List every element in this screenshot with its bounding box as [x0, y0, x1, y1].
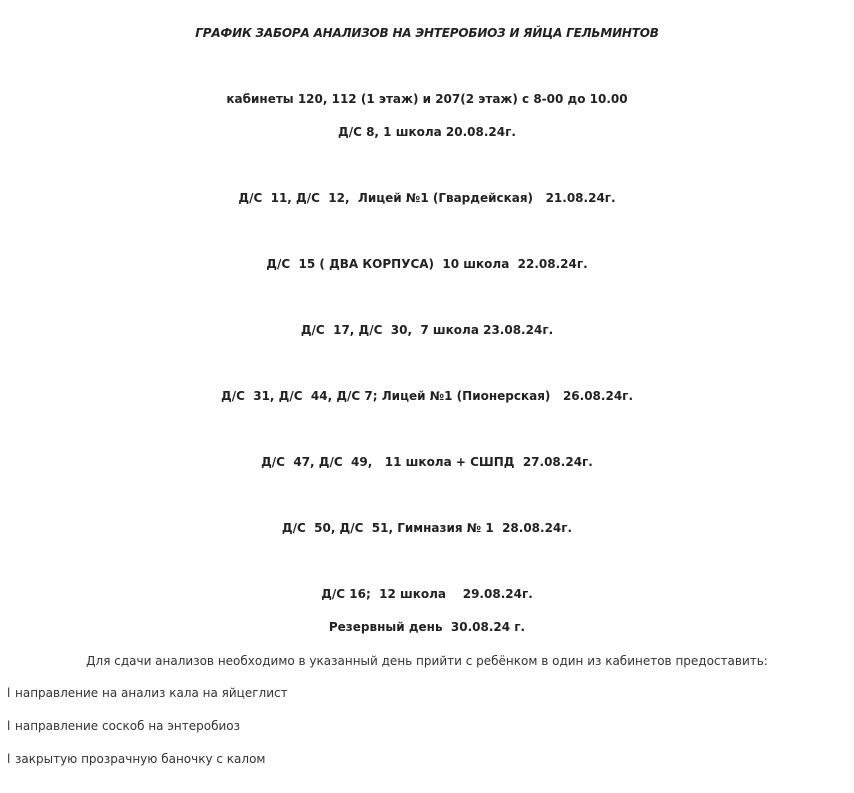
requirement-text: закрытую прозрачную баночку с калом: [15, 752, 266, 766]
requirement-text: направление на анализ кала на яйцеглист: [15, 686, 288, 700]
requirement-item-2: [7, 718, 240, 734]
bullet-icon: l: [7, 719, 11, 733]
requirement-item-1: [7, 685, 288, 701]
schedule-item-2: Д/С 11, Д/С 12, Лицей №1 (Гвардейская) 21.08.24г.: [238, 191, 616, 205]
schedule-item-7: Д/С 50, Д/С 51, Гимназия № 1 28.08.24г.: [281, 521, 573, 535]
schedule-item-3: Д/С 15 ( ДВА КОРПУСА) 10 школа 22.08.24г.: [266, 257, 588, 271]
bullet-icon: l: [7, 752, 11, 766]
requirement-item-3: [7, 751, 265, 767]
schedule-item-6: Д/С 47, Д/С 49, 11 школа + СШПД 27.08.24г.: [261, 455, 593, 469]
instructions-intro: Для сдачи анализов необходимо в указанный день прийти с ребёнком в один из кабинетов предоставить:: [86, 654, 768, 668]
schedule-item-8: Д/С 16; 12 школа 29.08.24г.: [321, 587, 533, 601]
document-title: ГРАФИК ЗАБОРА АНАЛИЗОВ НА ЭНТЕРОБИОЗ И ЯЙЦА ГЕЛЬМИНТОВ: [195, 26, 659, 40]
reserve-day: Резервный день 30.08.24 г.: [328, 620, 526, 634]
requirement-text: направление соскоб на энтеробиоз: [15, 719, 241, 733]
schedule-item-1: Д/С 8, 1 школа 20.08.24г.: [338, 125, 516, 139]
schedule-item-4: Д/С 17, Д/С 30, 7 школа 23.08.24г.: [300, 323, 554, 337]
schedule-item-5: Д/С 31, Д/С 44, Д/С 7; Лицей №1 (Пионерская) 26.08.24г.: [221, 389, 633, 403]
cabinets-info: кабинеты 120, 112 (1 этаж) и 207(2 этаж) с 8-00 до 10.00: [226, 92, 628, 106]
bullet-icon: l: [7, 686, 11, 700]
